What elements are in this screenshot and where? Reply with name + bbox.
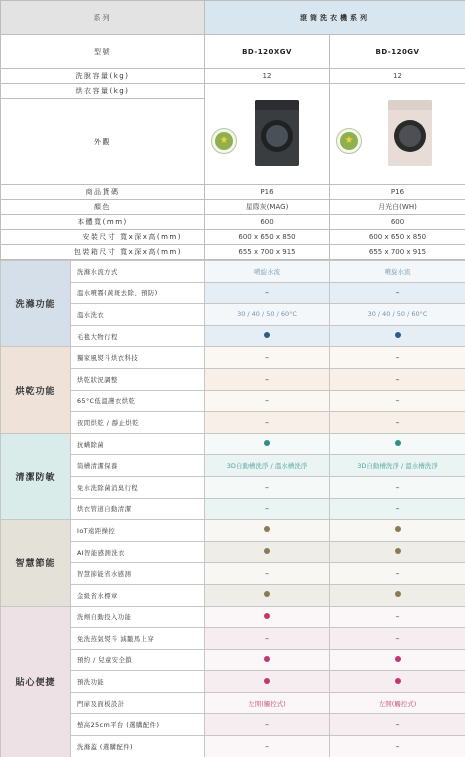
feature-name: 洗滌水流方式 xyxy=(71,261,205,283)
feature-value-2 xyxy=(330,714,465,736)
feature-row xyxy=(1,563,465,585)
feature-value-1 xyxy=(205,692,330,714)
feature-row xyxy=(1,433,465,455)
feature-table xyxy=(0,260,465,757)
feature-value-1 xyxy=(205,476,330,498)
feature-dot-icon xyxy=(395,332,401,338)
washer-image-gray xyxy=(255,100,299,166)
control-panel xyxy=(255,100,299,110)
color-row xyxy=(1,200,465,215)
feature-row xyxy=(1,628,465,650)
feature-dash: – xyxy=(265,741,269,751)
product-code-row xyxy=(1,185,465,200)
feature-name: 65°C低溫護衣烘乾 xyxy=(71,390,205,412)
body-width-value-1: 600 xyxy=(205,215,330,230)
feature-dot-icon xyxy=(395,591,401,597)
feature-dash: – xyxy=(395,633,400,643)
feature-name: 洗滌蓋 (選購配件) xyxy=(71,736,205,757)
install-size-value-1: 600 x 650 x 850 xyxy=(205,230,330,245)
feature-row xyxy=(1,476,465,498)
spec-table xyxy=(0,0,465,260)
feature-value-2 xyxy=(330,390,465,412)
wash-capacity-label: 洗脫容量(kg) xyxy=(1,69,205,84)
feature-dot-icon xyxy=(395,526,401,532)
feature-name: 溫水噴霧(黃斑去除、預防) xyxy=(71,282,205,304)
feature-value-2 xyxy=(330,541,465,563)
feature-value-1 xyxy=(205,498,330,520)
feature-dot-icon xyxy=(395,656,401,662)
washer-door xyxy=(394,120,426,152)
feature-value-text: 噴旋水流 xyxy=(384,267,411,276)
dry-capacity-row xyxy=(1,84,465,99)
feature-dash: – xyxy=(265,482,269,492)
feature-value-text: 噴旋水流 xyxy=(254,267,280,276)
washer-image-white xyxy=(388,100,432,166)
package-size-row xyxy=(1,245,465,260)
feature-value-text: 左開(觸控式) xyxy=(248,699,286,708)
feature-dash: – xyxy=(265,288,269,298)
feature-value-1 xyxy=(205,261,330,283)
product-code-value-1: P16 xyxy=(205,185,330,200)
feature-dash: – xyxy=(395,720,400,730)
feature-dash: – xyxy=(395,504,400,514)
feature-value-1 xyxy=(205,714,330,736)
feature-row xyxy=(1,671,465,693)
feature-value-2 xyxy=(330,520,465,542)
feature-dot-icon xyxy=(395,548,401,554)
feature-value-2 xyxy=(330,692,465,714)
model-name-1: BD-120XGV xyxy=(205,35,330,69)
feature-row xyxy=(1,584,465,606)
feature-dot-icon xyxy=(264,526,270,532)
feature-row xyxy=(1,714,465,736)
feature-row xyxy=(1,325,465,347)
feature-dot-icon xyxy=(264,332,270,338)
feature-row xyxy=(1,520,465,542)
feature-dot-icon xyxy=(264,440,270,446)
feature-row xyxy=(1,347,465,369)
feature-value-1 xyxy=(205,628,330,650)
feature-dash: – xyxy=(395,417,400,427)
feature-value-1 xyxy=(205,368,330,390)
color-value-1: 星際灰(MAG) xyxy=(205,200,330,215)
feature-dot-icon xyxy=(264,591,270,597)
feature-value-text: 3D自動槽洗淨 / 溫水槽洗淨 xyxy=(357,462,438,471)
feature-value-1 xyxy=(205,347,330,369)
model-label: 型號 xyxy=(1,35,205,69)
feature-value-1 xyxy=(205,520,330,542)
feature-value-1 xyxy=(205,455,330,477)
series-title: 滾筒洗衣機系列 xyxy=(205,1,465,35)
feature-name: 抗螨除菌 xyxy=(71,433,205,455)
wash-capacity-value-1: 12 xyxy=(205,69,330,84)
install-size-label: 安裝尺寸 寬x深x高(mm) xyxy=(1,230,205,245)
category-label: 烘乾功能 xyxy=(1,347,71,433)
body-width-row xyxy=(1,215,465,230)
package-size-value-1: 655 x 700 x 915 xyxy=(205,245,330,260)
feature-value-1 xyxy=(205,433,330,455)
feature-dash: – xyxy=(265,396,269,406)
wash-capacity-value-2: 12 xyxy=(330,69,465,84)
feature-row xyxy=(1,412,465,434)
feature-value-2 xyxy=(330,476,465,498)
control-panel xyxy=(388,100,432,110)
color-value-2: 月光白(WH) xyxy=(330,200,465,215)
feature-name: AI智能感測洗衣 xyxy=(71,541,205,563)
feature-value-1 xyxy=(205,671,330,693)
feature-value-1 xyxy=(205,282,330,304)
feature-dash: – xyxy=(265,720,269,730)
feature-name: 毛毯大物行程 xyxy=(71,325,205,347)
feature-row xyxy=(1,606,465,628)
feature-value-2 xyxy=(330,433,465,455)
feature-dot-icon xyxy=(264,678,270,684)
feature-dash: – xyxy=(395,374,400,384)
feature-dash: – xyxy=(395,612,400,622)
feature-value-2 xyxy=(330,325,465,347)
feature-row xyxy=(1,455,465,477)
feature-value-2 xyxy=(330,649,465,671)
dry-capacity-label: 烘衣容量(kg) xyxy=(1,84,205,99)
feature-value-2 xyxy=(330,261,465,283)
color-label: 顏色 xyxy=(1,200,205,215)
header-row xyxy=(1,1,465,35)
model-row xyxy=(1,35,465,69)
feature-dash: – xyxy=(395,288,400,298)
feature-value-1 xyxy=(205,606,330,628)
feature-value-2 xyxy=(330,347,465,369)
washer-photo-cell-1 xyxy=(205,84,330,185)
feature-dash: – xyxy=(395,396,400,406)
category-label: 清潔防敏 xyxy=(1,433,71,519)
product-code-label: 商品貨碼 xyxy=(1,185,205,200)
category-label: 洗滌功能 xyxy=(1,261,71,347)
feature-value-1 xyxy=(205,412,330,434)
feature-row xyxy=(1,368,465,390)
feature-dash: – xyxy=(395,741,400,751)
feature-value-1 xyxy=(205,563,330,585)
feature-dash: – xyxy=(265,417,269,427)
series-label: 系列 xyxy=(1,1,205,35)
feature-dash: – xyxy=(265,504,269,514)
install-size-row xyxy=(1,230,465,245)
feature-dot-icon xyxy=(395,440,401,446)
feature-value-2 xyxy=(330,412,465,434)
feature-value-2 xyxy=(330,455,465,477)
feature-name: 預約 / 兒童安全鎖 xyxy=(71,649,205,671)
feature-value-text: 3D自動槽洗淨 / 溫水槽洗淨 xyxy=(226,462,308,471)
feature-value-2 xyxy=(330,304,465,326)
feature-value-2 xyxy=(330,563,465,585)
feature-name: 獨家風熨斗烘衣科技 xyxy=(71,347,205,369)
energy-label-icon: ★ xyxy=(211,128,237,154)
feature-dash: – xyxy=(395,353,400,363)
feature-dot-icon xyxy=(395,678,401,684)
feature-value-2 xyxy=(330,606,465,628)
feature-value-1 xyxy=(205,584,330,606)
package-size-value-2: 655 x 700 x 915 xyxy=(330,245,465,260)
feature-name: 烘衣管道自動清潔 xyxy=(71,498,205,520)
feature-name: 夜間烘乾 / 靜止烘乾 xyxy=(71,412,205,434)
feature-dash: – xyxy=(395,569,400,579)
feature-row xyxy=(1,692,465,714)
feature-row xyxy=(1,649,465,671)
feature-dot-icon xyxy=(264,613,270,619)
feature-value-2 xyxy=(330,282,465,304)
feature-value-text: 左開(觸控式) xyxy=(378,699,417,708)
feature-name: 筒槽清潔保養 xyxy=(71,455,205,477)
category-label: 智慧節能 xyxy=(1,520,71,606)
feature-row xyxy=(1,282,465,304)
body-width-value-2: 600 xyxy=(330,215,465,230)
body-width-label: 本體寬(mm) xyxy=(1,215,205,230)
washer-door xyxy=(261,120,293,152)
feature-name: 預洗功能 xyxy=(71,671,205,693)
feature-value-2 xyxy=(330,368,465,390)
feature-value-2 xyxy=(330,671,465,693)
feature-dash: – xyxy=(265,569,269,579)
product-code-value-2: P16 xyxy=(330,185,465,200)
feature-name: 金級省水標章 xyxy=(71,584,205,606)
model-name-2: BD-120GV xyxy=(330,35,465,69)
install-size-value-2: 600 x 650 x 850 xyxy=(330,230,465,245)
feature-value-1 xyxy=(205,736,330,757)
feature-dash: – xyxy=(265,374,269,384)
feature-name: 墊高25cm平台 (選購配件) xyxy=(71,714,205,736)
feature-row xyxy=(1,261,465,283)
package-size-label: 包裝箱尺寸 寬x深x高(mm) xyxy=(1,245,205,260)
feature-value-text: 30 / 40 / 50 / 60°C xyxy=(367,310,428,319)
feature-row xyxy=(1,736,465,757)
feature-dot-icon xyxy=(264,548,270,554)
feature-name: 洗劑自動投入功能 xyxy=(71,606,205,628)
wash-capacity-row xyxy=(1,69,465,84)
washer-photo-cell-2 xyxy=(330,84,465,185)
feature-dash: – xyxy=(265,633,269,643)
feature-value-text: 30 / 40 / 50 / 60°C xyxy=(237,310,297,319)
feature-dash: – xyxy=(265,353,269,363)
feature-dash: – xyxy=(395,482,400,492)
feature-value-1 xyxy=(205,649,330,671)
feature-value-2 xyxy=(330,628,465,650)
feature-value-1 xyxy=(205,541,330,563)
feature-name: IoT遠距操控 xyxy=(71,520,205,542)
feature-value-2 xyxy=(330,498,465,520)
feature-row xyxy=(1,498,465,520)
feature-value-2 xyxy=(330,584,465,606)
feature-name: 智慧節能省水感測 xyxy=(71,563,205,585)
feature-name: 免水洗除菌消臭行程 xyxy=(71,476,205,498)
category-label: 貼心便捷 xyxy=(1,606,71,757)
feature-row xyxy=(1,304,465,326)
feature-value-1 xyxy=(205,304,330,326)
feature-value-1 xyxy=(205,390,330,412)
feature-value-2 xyxy=(330,736,465,757)
feature-row xyxy=(1,390,465,412)
energy-label-icon: ★ xyxy=(336,128,362,154)
appearance-label: 外觀 xyxy=(1,99,205,185)
feature-row xyxy=(1,541,465,563)
feature-name: 免洗蒸氣熨斗 減皺馬上穿 xyxy=(71,628,205,650)
feature-dot-icon xyxy=(264,656,270,662)
feature-name: 門扉及面板設計 xyxy=(71,692,205,714)
feature-value-1 xyxy=(205,325,330,347)
feature-name: 溫水洗衣 xyxy=(71,304,205,326)
feature-name: 烘乾狀況調整 xyxy=(71,368,205,390)
